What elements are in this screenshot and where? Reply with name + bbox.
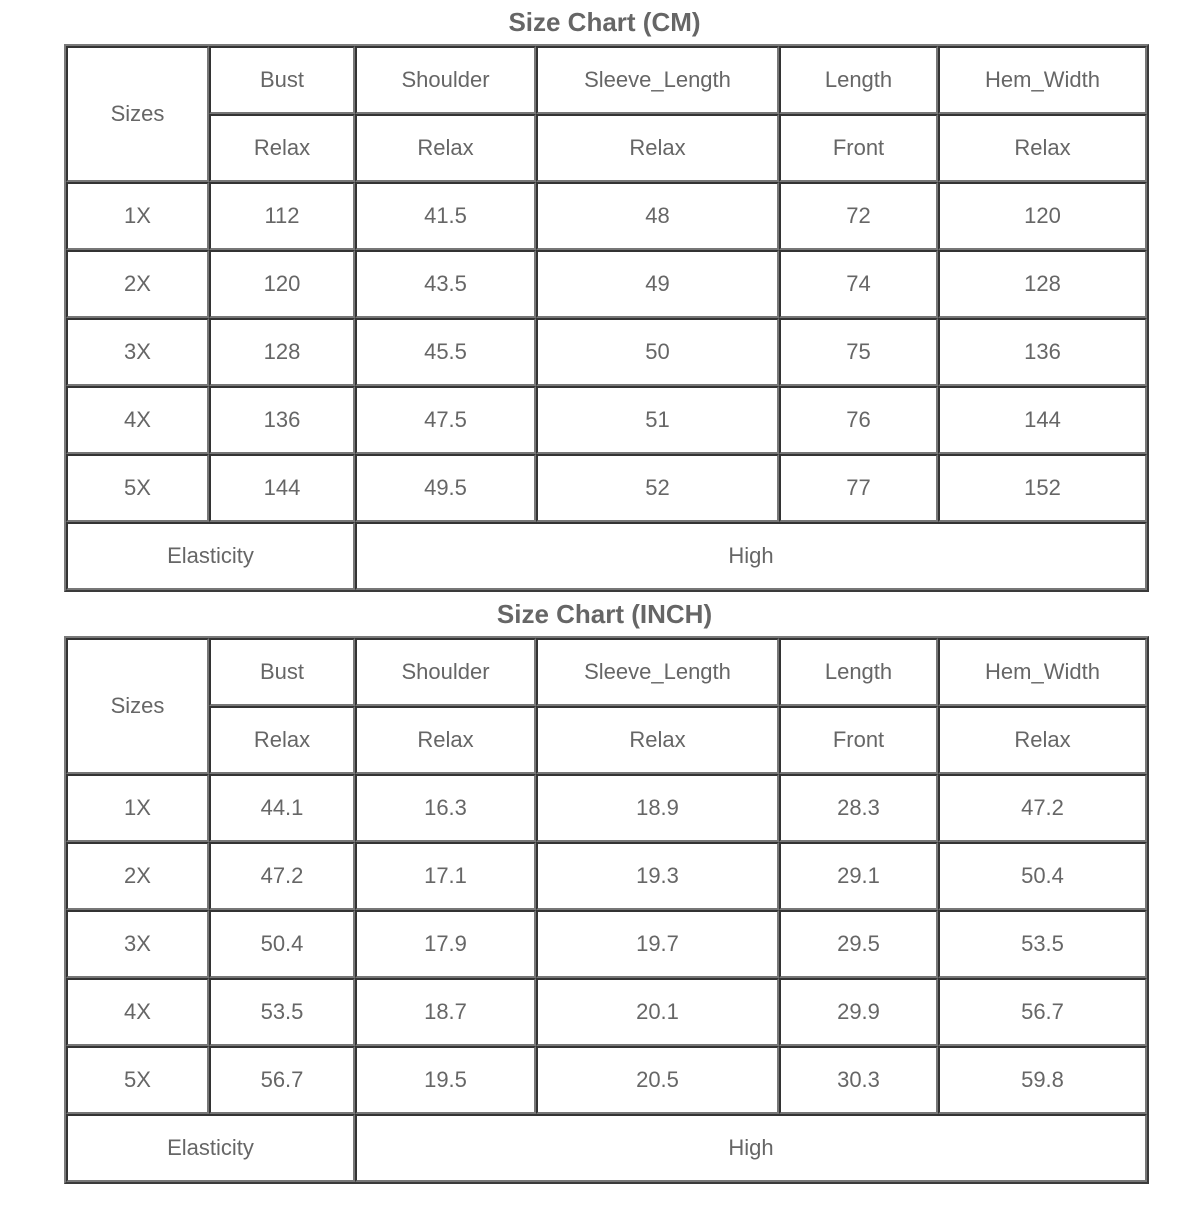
table-cell: 72 — [779, 182, 938, 250]
size-label: 4X — [66, 978, 209, 1046]
subheader-row — [66, 114, 1147, 182]
table-cell: 45.5 — [355, 318, 536, 386]
subheader-cell: Relax — [355, 706, 536, 774]
table-cell: 53.5 — [209, 978, 355, 1046]
table-row — [66, 454, 1147, 522]
table-cell: 47.2 — [209, 842, 355, 910]
size-chart-cm-title: Size Chart (CM) — [508, 7, 701, 37]
subheader-cell: Relax — [209, 114, 355, 182]
table-cell: 20.1 — [536, 978, 779, 1046]
table-cell: 50.4 — [209, 910, 355, 978]
corner-label: Sizes — [66, 638, 209, 774]
table-cell: 59.8 — [938, 1046, 1147, 1114]
subheader-cell: Front — [779, 114, 938, 182]
table-cell: 48 — [536, 182, 779, 250]
table-cell: 28.3 — [779, 774, 938, 842]
elasticity-label: Elasticity — [66, 1114, 355, 1182]
subheader-cell: Relax — [355, 114, 536, 182]
header-cell: Bust — [209, 46, 355, 114]
table-cell: 49 — [536, 250, 779, 318]
table-cell: 136 — [938, 318, 1147, 386]
header-cell: Bust — [209, 638, 355, 706]
subheader-cell: Relax — [536, 114, 779, 182]
table-row — [66, 1046, 1147, 1114]
table-cell: 144 — [938, 386, 1147, 454]
table-cell: 53.5 — [938, 910, 1147, 978]
table-cell: 144 — [209, 454, 355, 522]
elasticity-value: High — [355, 1114, 1147, 1182]
table-cell: 29.1 — [779, 842, 938, 910]
table-cell: 51 — [536, 386, 779, 454]
size-chart-inch-table — [64, 636, 1149, 1184]
table-cell: 18.9 — [536, 774, 779, 842]
table-cell: 77 — [779, 454, 938, 522]
table-row — [66, 386, 1147, 454]
size-label: 5X — [66, 454, 209, 522]
subheader-row — [66, 706, 1147, 774]
elasticity-label: Elasticity — [66, 522, 355, 590]
table-cell: 49.5 — [355, 454, 536, 522]
header-cell: Shoulder — [355, 46, 536, 114]
subheader-cell: Relax — [209, 706, 355, 774]
table-row — [66, 842, 1147, 910]
table-cell: 17.9 — [355, 910, 536, 978]
table-row — [66, 318, 1147, 386]
header-cell: Shoulder — [355, 638, 536, 706]
table-cell: 120 — [938, 182, 1147, 250]
size-label: 5X — [66, 1046, 209, 1114]
table-cell: 19.3 — [536, 842, 779, 910]
subheader-cell: Front — [779, 706, 938, 774]
table-cell: 120 — [209, 250, 355, 318]
size-chart-cm-table — [64, 44, 1149, 592]
table-cell: 29.5 — [779, 910, 938, 978]
header-cell: Hem_Width — [938, 638, 1147, 706]
table-cell: 20.5 — [536, 1046, 779, 1114]
size-label: 3X — [66, 910, 209, 978]
table-cell: 30.3 — [779, 1046, 938, 1114]
table-cell: 152 — [938, 454, 1147, 522]
size-label: 4X — [66, 386, 209, 454]
size-label: 2X — [66, 842, 209, 910]
table-cell: 43.5 — [355, 250, 536, 318]
elasticity-value: High — [355, 522, 1147, 590]
table-cell: 41.5 — [355, 182, 536, 250]
table-cell: 76 — [779, 386, 938, 454]
table-cell: 19.5 — [355, 1046, 536, 1114]
footer-row — [66, 1114, 1147, 1182]
table-cell: 16.3 — [355, 774, 536, 842]
table-cell: 47.5 — [355, 386, 536, 454]
size-label: 1X — [66, 182, 209, 250]
size-chart-inch-title: Size Chart (INCH) — [496, 599, 713, 629]
header-cell: Sleeve_Length — [536, 638, 779, 706]
size-label: 2X — [66, 250, 209, 318]
table-row — [66, 182, 1147, 250]
header-cell: Sleeve_Length — [536, 46, 779, 114]
header-cell: Length — [779, 46, 938, 114]
table-cell: 18.7 — [355, 978, 536, 1046]
table-cell: 56.7 — [209, 1046, 355, 1114]
subheader-cell: Relax — [536, 706, 779, 774]
subheader-cell: Relax — [938, 706, 1147, 774]
table-cell: 44.1 — [209, 774, 355, 842]
table-cell: 29.9 — [779, 978, 938, 1046]
header-row — [66, 638, 1147, 706]
table-cell: 112 — [209, 182, 355, 250]
table-row — [66, 978, 1147, 1046]
size-label: 3X — [66, 318, 209, 386]
table-cell: 128 — [938, 250, 1147, 318]
table-row — [66, 774, 1147, 842]
header-row — [66, 46, 1147, 114]
table-row — [66, 910, 1147, 978]
table-cell: 74 — [779, 250, 938, 318]
subheader-cell: Relax — [938, 114, 1147, 182]
table-cell: 50.4 — [938, 842, 1147, 910]
footer-row — [66, 522, 1147, 590]
size-label: 1X — [66, 774, 209, 842]
table-cell: 56.7 — [938, 978, 1147, 1046]
table-cell: 75 — [779, 318, 938, 386]
table-row — [66, 250, 1147, 318]
header-cell: Length — [779, 638, 938, 706]
table-cell: 47.2 — [938, 774, 1147, 842]
table-cell: 50 — [536, 318, 779, 386]
table-cell: 19.7 — [536, 910, 779, 978]
corner-label: Sizes — [66, 46, 209, 182]
table-cell: 17.1 — [355, 842, 536, 910]
table-cell: 128 — [209, 318, 355, 386]
table-cell: 136 — [209, 386, 355, 454]
table-cell: 52 — [536, 454, 779, 522]
header-cell: Hem_Width — [938, 46, 1147, 114]
